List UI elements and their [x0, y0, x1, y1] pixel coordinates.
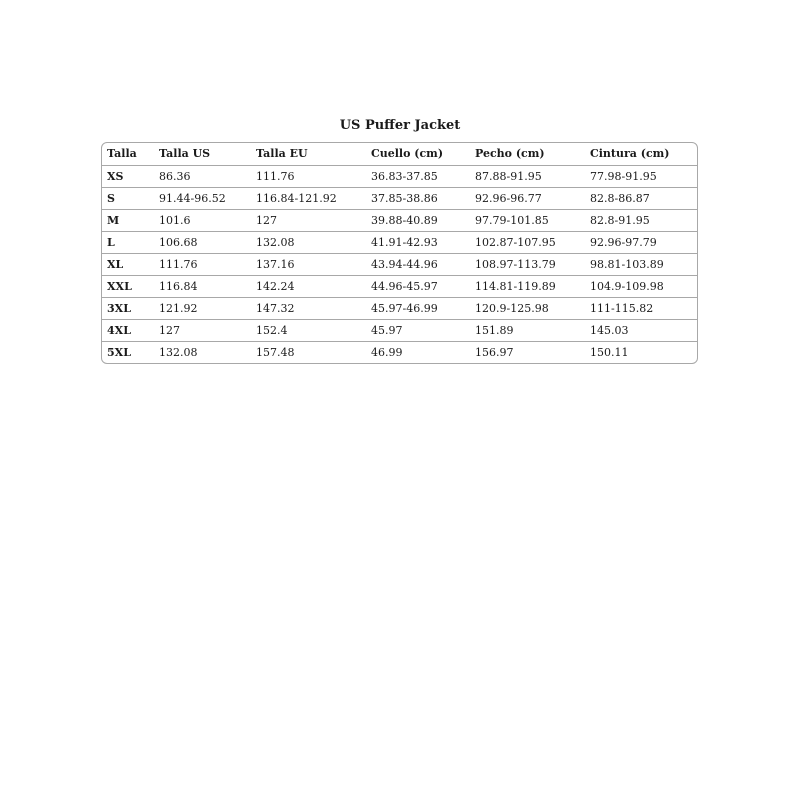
neck-cell: 45.97	[366, 319, 470, 341]
eu-size-cell: 142.24	[251, 275, 366, 297]
us-size-cell: 132.08	[154, 341, 251, 363]
neck-cell: 36.83-37.85	[366, 165, 470, 187]
size-cell: M	[102, 209, 154, 231]
neck-cell: 41.91-42.93	[366, 231, 470, 253]
size-cell: XXL	[102, 275, 154, 297]
waist-cell: 82.8-91.95	[585, 209, 697, 231]
neck-cell: 37.85-38.86	[366, 187, 470, 209]
waist-cell: 104.9-109.98	[585, 275, 697, 297]
header-row	[102, 143, 697, 165]
table-body	[102, 165, 697, 363]
table-header	[102, 143, 697, 165]
us-size-cell: 111.76	[154, 253, 251, 275]
neck-cell: 43.94-44.96	[366, 253, 470, 275]
size-cell: 4XL	[102, 319, 154, 341]
us-size-cell: 121.92	[154, 297, 251, 319]
table-row	[102, 187, 697, 209]
us-size-cell: 116.84	[154, 275, 251, 297]
eu-size-cell: 132.08	[251, 231, 366, 253]
page-title: US Puffer Jacket	[339, 118, 461, 133]
header-talla-eu: Talla EU	[256, 147, 308, 161]
header-cintura: Cintura (cm)	[590, 147, 670, 161]
us-size-cell: 91.44-96.52	[154, 187, 251, 209]
eu-size-cell: 157.48	[251, 341, 366, 363]
us-size-cell: 101.6	[154, 209, 251, 231]
eu-size-cell: 147.32	[251, 297, 366, 319]
size-cell: XL	[102, 253, 154, 275]
size-cell: XS	[102, 165, 154, 187]
chest-cell: 151.89	[470, 319, 585, 341]
table-row	[102, 209, 697, 231]
eu-size-cell: 111.76	[251, 165, 366, 187]
us-size-cell: 127	[154, 319, 251, 341]
table-row	[102, 297, 697, 319]
eu-size-cell: 116.84-121.92	[251, 187, 366, 209]
waist-cell: 145.03	[585, 319, 697, 341]
waist-cell: 92.96-97.79	[585, 231, 697, 253]
chest-cell: 87.88-91.95	[470, 165, 585, 187]
neck-cell: 44.96-45.97	[366, 275, 470, 297]
chest-cell: 114.81-119.89	[470, 275, 585, 297]
table-row	[102, 319, 697, 341]
waist-cell: 98.81-103.89	[585, 253, 697, 275]
waist-cell: 77.98-91.95	[585, 165, 697, 187]
table-row	[102, 253, 697, 275]
chest-cell: 108.97-113.79	[470, 253, 585, 275]
size-cell: S	[102, 187, 154, 209]
chest-cell: 97.79-101.85	[470, 209, 585, 231]
chest-cell: 92.96-96.77	[470, 187, 585, 209]
chest-cell: 156.97	[470, 341, 585, 363]
header-cuello: Cuello (cm)	[371, 147, 444, 161]
eu-size-cell: 127	[251, 209, 366, 231]
table-row	[102, 275, 697, 297]
waist-cell: 150.11	[585, 341, 697, 363]
neck-cell: 45.97-46.99	[366, 297, 470, 319]
table-row	[102, 165, 697, 187]
us-size-cell: 86.36	[154, 165, 251, 187]
neck-cell: 46.99	[366, 341, 470, 363]
size-chart-table	[102, 143, 697, 363]
header-pecho: Pecho (cm)	[475, 147, 545, 161]
chest-cell: 120.9-125.98	[470, 297, 585, 319]
size-cell: 5XL	[102, 341, 154, 363]
us-size-cell: 106.68	[154, 231, 251, 253]
table-row	[102, 231, 697, 253]
header-talla-us: Talla US	[159, 147, 211, 161]
chest-cell: 102.87-107.95	[470, 231, 585, 253]
header-talla: Talla	[107, 147, 137, 161]
size-chart-table-container	[101, 142, 698, 364]
size-cell: L	[102, 231, 154, 253]
waist-cell: 82.8-86.87	[585, 187, 697, 209]
eu-size-cell: 152.4	[251, 319, 366, 341]
table-row	[102, 341, 697, 363]
eu-size-cell: 137.16	[251, 253, 366, 275]
size-cell: 3XL	[102, 297, 154, 319]
waist-cell: 111-115.82	[585, 297, 697, 319]
neck-cell: 39.88-40.89	[366, 209, 470, 231]
